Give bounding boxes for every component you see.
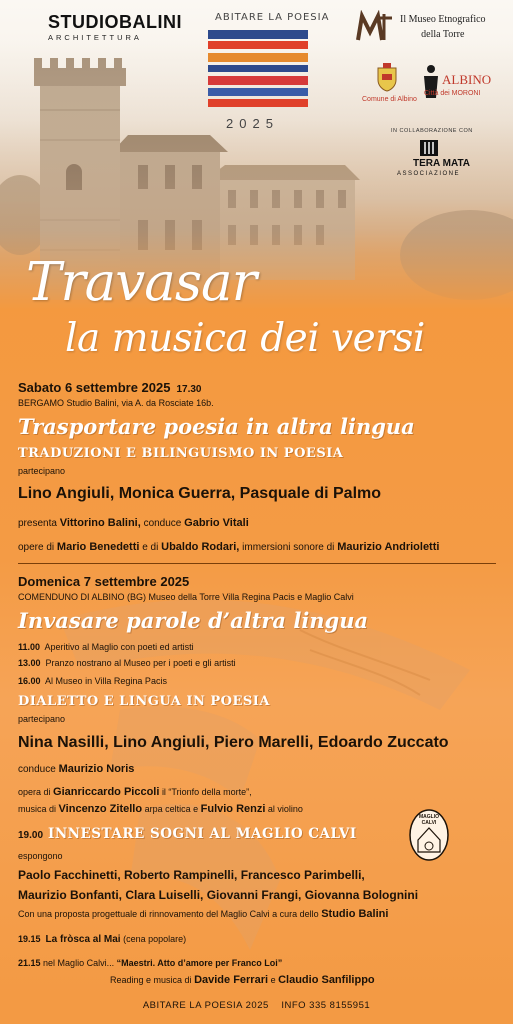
day1-date — [18, 380, 202, 395]
late-time: 21.15 — [18, 958, 41, 968]
opera-name: Gianriccardo Piccoli — [53, 786, 160, 798]
evening-title: INNESTARE SOGNI AL MAGLIO CALVI — [48, 826, 357, 842]
festival-name: ABITARE LA POESIA — [215, 12, 330, 23]
tera-mata-subtitle: ASSOCIAZIONE — [397, 171, 461, 177]
footer-info: INFO 335 8155951 — [281, 1000, 371, 1011]
footer — [0, 1000, 513, 1011]
proposta-line — [18, 908, 388, 920]
opera-title: il “Trionfo della morte”, — [161, 787, 252, 797]
event-text: Al Museo in Villa Regina Pacis — [45, 676, 167, 686]
albino-tagline: Città dei MORONI — [424, 90, 481, 97]
presenta-name: Vittorino Balini, — [59, 517, 141, 529]
museum-logo-icon — [354, 10, 398, 46]
day1-title: Trasportare poesia in altra lingua — [18, 414, 415, 439]
proposta-text: Con una proposta progettuale di rinnovamento del Maglio Calvi a cura dello — [18, 909, 319, 919]
opera-label: opera di — [18, 787, 51, 797]
reading-name1: Davide Ferrari — [194, 974, 269, 986]
studio-balini-subtitle: ARCHITETTURA — [48, 33, 142, 42]
museum-name-line2: della Torre — [421, 29, 465, 40]
opere-name1: Mario Benedetti — [56, 541, 140, 553]
musica-line — [18, 803, 303, 815]
main-title-line1: Travasar — [26, 252, 256, 313]
day1-time: 17.30 — [176, 384, 202, 395]
musica-label: musica di — [18, 804, 57, 814]
reading-line — [110, 974, 375, 986]
studio-balini-logo: STUDIOBALINI — [48, 12, 182, 32]
footer-festival: ABITARE LA POESIA 2025 — [142, 1000, 269, 1011]
event-text: Aperitivo al Maglio con poeti ed artisti — [44, 642, 194, 652]
immersioni-label: immersioni sonore di — [242, 542, 335, 553]
day2-conduce-name: Maurizio Noris — [58, 763, 135, 775]
espongono-label: espongono — [18, 851, 63, 861]
opere-label: opere di — [18, 542, 55, 553]
divider — [18, 563, 496, 564]
violino-text: al violino — [267, 804, 303, 814]
event-row — [18, 642, 194, 652]
day2-title: Invasare parole d’altra lingua — [18, 608, 369, 633]
immersioni-name: Maurizio Andrioletti — [337, 541, 440, 553]
day2-conduce-label: conduce — [18, 764, 56, 775]
event-text: Pranzo nostrano al Museo per i poeti e gli artisti — [45, 658, 236, 668]
tera-mata-icon — [418, 138, 440, 158]
artists-line1: Paolo Facchinetti, Roberto Rampinelli, Francesco Parimbelli, — [18, 868, 365, 882]
collaboration-label: IN COLLABORAZIONE CON — [391, 128, 473, 134]
violino-name: Fulvio Renzi — [200, 803, 266, 815]
day2-conduce-line — [18, 763, 134, 775]
day1-opere-line — [18, 541, 439, 553]
museum-name — [400, 12, 486, 42]
late-place: nel Maglio Calvi... — [43, 958, 115, 968]
day1-subtitle: TRADUZIONI E BILINGUISMO IN POESIA — [18, 446, 344, 461]
museum-name-line1: Il Museo Etnografico — [400, 14, 486, 25]
arpa-text: arpa celtica e — [144, 804, 199, 814]
musica-name: Vincenzo Zitello — [58, 803, 143, 815]
opere-name2: Ubaldo Rodari, — [161, 541, 240, 553]
day1-date-text: Sabato 6 settembre 2025 — [18, 380, 171, 395]
late-title: “Maestri. Atto d’amore per Franco Loi” — [116, 958, 283, 968]
day1-participants: Lino Angiuli, Monica Guerra, Pasquale di Palmo — [18, 485, 382, 502]
event-time: 11.00 — [18, 642, 41, 652]
conduce-name: Gabrio Vitali — [184, 517, 249, 529]
proposta-name: Studio Balini — [321, 908, 389, 920]
day2-date: Domenica 7 settembre 2025 — [18, 574, 190, 589]
evening-time: 19.00 — [18, 830, 44, 841]
day2-place: COMENDUNO DI ALBINO (BG) Museo della Torre Villa Regina Pacis e Maglio Calvi — [18, 592, 354, 602]
opere-e: e di — [142, 542, 159, 553]
reading-name2: Claudio Sanfilippo — [278, 974, 375, 986]
artists-line2: Maurizio Bonfanti, Clara Luiselli, Giovanni Frangi, Giovanna Bolognini — [18, 888, 419, 902]
comune-crest-icon — [376, 62, 398, 92]
day1-presenta-line — [18, 517, 249, 529]
event-row — [18, 658, 236, 668]
tera-mata-name: TERA MATA — [413, 158, 471, 169]
cena-name: La fròsca al Mai — [45, 934, 121, 945]
day1-place: BERGAMO Studio Balini, via A. da Rosciate 16b. — [18, 398, 214, 408]
event-row — [18, 676, 167, 686]
day1-participants-label: partecipano — [18, 466, 66, 476]
day2-subtitle: DIALETTO E LINGUA IN POESIA — [18, 694, 270, 709]
albino-logo: ALBINO — [442, 72, 492, 87]
cena-note: (cena popolare) — [123, 934, 187, 944]
presenta-label: presenta — [18, 518, 57, 529]
festival-year: 2025 — [226, 116, 279, 131]
day2-participants: Nina Nasilli, Lino Angiuli, Piero Marelli, Edoardo Zuccato — [18, 734, 449, 751]
conduce-label: conduce — [143, 518, 182, 529]
cena-line — [18, 934, 186, 945]
main-title-line2: la musica dei versi — [65, 316, 425, 361]
event-time: 16.00 — [18, 676, 41, 686]
day2-participants-label: partecipano — [18, 714, 66, 724]
reading-label: Reading e musica di — [110, 975, 192, 985]
festival-stripes-logo — [206, 28, 310, 112]
event-time: 13.00 — [18, 658, 41, 668]
cena-time: 19.15 — [18, 934, 41, 944]
opera-line — [18, 786, 252, 798]
reading-e: e — [270, 975, 276, 985]
maglio-logo-text: MAGLIO CALVI — [419, 814, 439, 826]
comune-name: Comune di Albino — [362, 96, 417, 103]
late-line — [18, 958, 282, 968]
